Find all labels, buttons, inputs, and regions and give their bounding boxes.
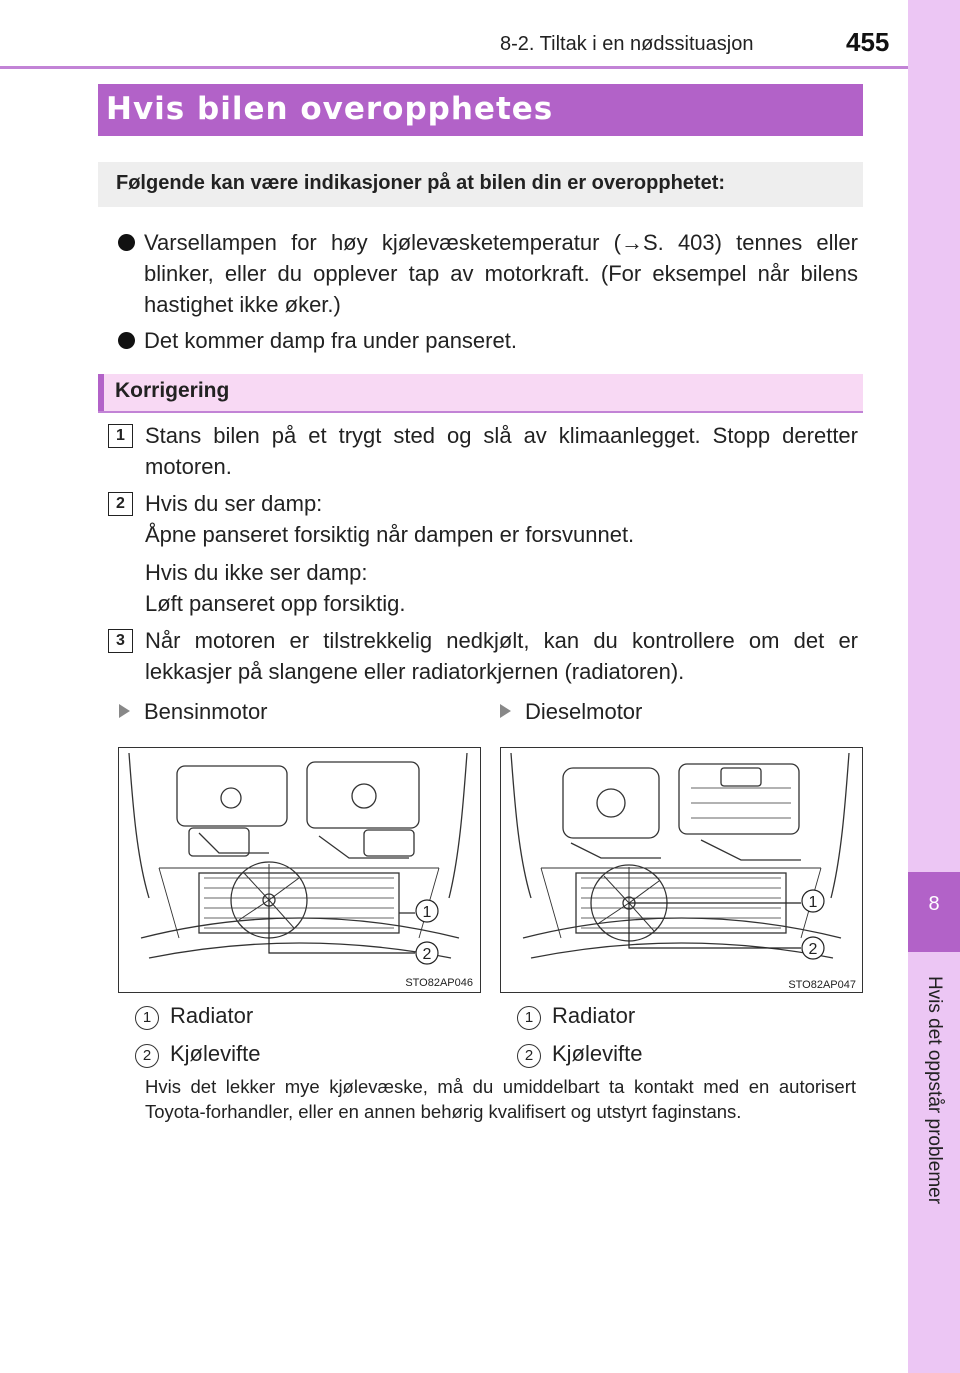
intro-text: Følgende kan være indikasjoner på at bilen din er overopphetet:	[116, 172, 726, 194]
subheading-text: Korrigering	[115, 379, 230, 402]
warning-note: Hvis det lekker mye kjølevæske, må du umiddelbart ta kontakt med en autorisert Toyota-forhandler, eller en annen behørig kvalifisert og utstyrt faginstans.	[145, 1076, 856, 1122]
legend-number: 2	[135, 1044, 159, 1068]
triangle-right-icon	[500, 704, 511, 718]
filled-circle-icon	[118, 332, 135, 349]
filled-circle-icon	[118, 234, 135, 251]
callout-1: 1	[808, 894, 818, 911]
step-number: 1	[108, 424, 133, 448]
figure-code: STO82AP047	[788, 979, 856, 991]
variant-heading-petrol	[119, 699, 268, 725]
subheading-bar	[98, 374, 863, 413]
engine-bay-illustration	[119, 748, 480, 992]
legend-number: 1	[517, 1006, 541, 1030]
callout-1: 1	[422, 904, 432, 921]
step-line: Løft panseret opp forsiktig.	[145, 591, 406, 616]
chapter-title: Hvis det oppstår problemer	[924, 975, 945, 1205]
bullet-text: Varsellampen for høy kjølevæsketemperatur (→S. 403) tennes eller blinker, eller du opplever tap av motorkraft. (For eksempel når bilens hastighet ikke øker.)	[144, 230, 858, 317]
section-header: 8-2. Tiltak i en nødssituasjon	[500, 33, 754, 55]
step-line: Hvis du ikke ser damp:	[145, 560, 368, 585]
legend-number: 1	[135, 1006, 159, 1030]
step-text: Stans bilen på et trygt sted og slå av klimaanlegget. Stopp deretter motoren.	[145, 423, 858, 479]
step-1	[108, 420, 858, 482]
step-number: 2	[108, 492, 133, 516]
step-line: Hvis du ser damp:	[145, 491, 323, 516]
page-number: 455	[846, 27, 890, 57]
header-divider	[0, 66, 908, 69]
engine-bay-illustration	[501, 748, 862, 992]
bullet-text: Det kommer damp fra under panseret.	[144, 328, 517, 353]
bullet-item	[118, 227, 858, 320]
section-title-bar	[98, 84, 863, 136]
figure-code: STO82AP046	[405, 977, 473, 989]
callout-2: 2	[422, 946, 432, 963]
step-number: 3	[108, 629, 133, 653]
legend-number: 2	[517, 1044, 541, 1068]
legend-label: Kjølevifte	[170, 1041, 261, 1066]
step-text: Når motoren er tilstrekkelig nedkjølt, kan du kontrollere om det er lekkasjer på slangene eller radiatorkjernen (radiatoren).	[145, 628, 858, 684]
variant-heading-diesel	[500, 699, 642, 725]
figure-petrol-engine	[118, 747, 481, 993]
legend-label: Radiator	[552, 1003, 636, 1028]
bullet-item	[118, 325, 858, 356]
step-line: Åpne panseret forsiktig når dampen er forsvunnet.	[145, 522, 635, 547]
variant-label: Bensinmotor	[144, 699, 268, 724]
step-text	[145, 488, 858, 619]
figure-diesel-engine	[500, 747, 863, 993]
triangle-right-icon	[119, 704, 130, 718]
intro-box	[98, 162, 863, 207]
subheading-accent	[98, 374, 104, 411]
step-2	[108, 488, 858, 619]
section-title: Hvis bilen overopphetes	[106, 91, 554, 127]
callout-2: 2	[808, 941, 818, 958]
variant-label: Dieselmotor	[525, 699, 643, 724]
legend-label: Kjølevifte	[552, 1041, 643, 1066]
chapter-number: 8	[928, 893, 940, 915]
step-3	[108, 625, 858, 687]
legend-label: Radiator	[170, 1003, 254, 1028]
